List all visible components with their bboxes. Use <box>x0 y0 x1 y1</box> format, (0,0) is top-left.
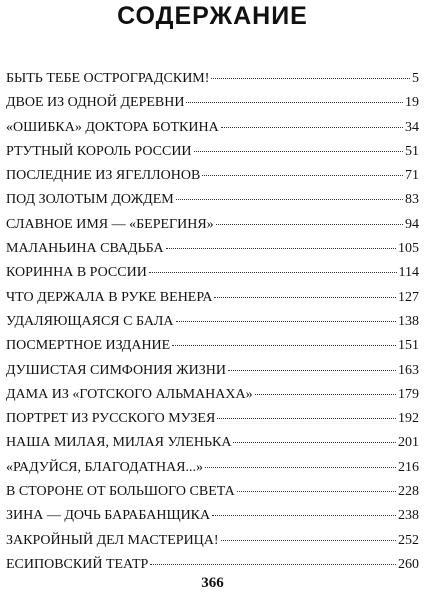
entry-title: БЫТЬ ТЕБЕ ОСТРОГРАДСКИМ! <box>6 71 210 86</box>
toc-entry <box>6 144 419 168</box>
page-number: 366 <box>201 575 224 591</box>
toc-entry <box>6 95 419 119</box>
entry-title: ПОСМЕРТНОЕ ИЗДАНИЕ <box>6 338 171 354</box>
entry-page: 238 <box>398 508 419 524</box>
toc-entry <box>6 314 419 338</box>
entry-title: КОРИННА В РОССИИ <box>6 265 147 281</box>
entry-page: 94 <box>405 216 419 232</box>
entry-page: 71 <box>405 168 419 184</box>
entry-title: ДАМА ИЗ «ГОТСКОГО АЛЬМАНАХА» <box>6 386 253 402</box>
entry-title: РТУТНЫЙ КОРОЛЬ РОССИИ <box>6 143 192 159</box>
entry-page: 179 <box>398 386 419 402</box>
entry-title: ЕСИПОВСКИЙ ТЕАТР <box>6 556 149 572</box>
table-of-contents <box>6 71 419 581</box>
entry-title: ДВОЕ ИЗ ОДНОЙ ДЕРЕВНИ <box>6 95 185 111</box>
entry-title: ЗАКРОЙНЫЙ ДЕЛ МАСТЕРИЦА! <box>6 532 219 548</box>
toc-entry <box>6 338 419 362</box>
entry-page: 83 <box>405 192 419 208</box>
dot-leader <box>212 515 396 516</box>
dot-leader <box>194 151 403 152</box>
entry-page: 252 <box>398 532 419 548</box>
dot-leader <box>233 442 396 443</box>
dot-leader <box>149 272 397 273</box>
dot-leader <box>176 199 403 200</box>
entry-title: МАЛАНЬИНА СВАДЬБА <box>6 241 164 257</box>
entry-title: УДАЛЯЮЩАЯСЯ С БАЛА <box>6 313 174 329</box>
entry-title: ДУШИСТАЯ СИМФОНИЯ ЖИЗНИ <box>6 362 227 378</box>
toc-entry <box>6 460 419 484</box>
toc-entry <box>6 363 419 387</box>
toc-entry <box>6 533 419 557</box>
entry-page: 228 <box>398 484 419 500</box>
entry-title: В СТОРОНЕ ОТ БОЛЬШОГО СВЕТА <box>6 484 235 500</box>
dot-leader <box>166 248 396 249</box>
toc-entry <box>6 241 419 265</box>
entry-page: 5 <box>412 71 419 86</box>
toc-entry <box>6 168 419 192</box>
entry-title: ЗИНА — ДОЧЬ БАРАБАНЩИКА <box>6 508 211 524</box>
dot-leader <box>176 321 396 322</box>
entry-page: 51 <box>405 143 419 159</box>
toc-entry <box>6 265 419 289</box>
entry-page: 151 <box>398 338 419 354</box>
toc-entry <box>6 217 419 241</box>
entry-page: 34 <box>405 119 419 135</box>
toc-entry <box>6 120 419 144</box>
dot-leader <box>205 467 396 468</box>
dot-leader <box>237 491 396 492</box>
entry-title: СЛАВНОЕ ИМЯ — «БЕРЕГИНЯ» <box>6 216 214 232</box>
entry-title: «РАДУЙСЯ, БЛАГОДАТНАЯ...» <box>6 459 204 475</box>
toc-entry <box>6 290 419 314</box>
entry-page: 105 <box>398 241 419 257</box>
entry-page: 192 <box>398 411 419 427</box>
dot-leader <box>172 345 396 346</box>
entry-page: 260 <box>398 556 419 572</box>
entry-title: НАША МИЛАЯ, МИЛАЯ УЛЕНЬКА <box>6 435 232 451</box>
entry-page: 163 <box>398 362 419 378</box>
entry-title: «ОШИБКА» ДОКТОРА БОТКИНА <box>6 119 219 135</box>
entry-page: 127 <box>398 289 419 305</box>
dot-leader <box>228 370 396 371</box>
entry-title: ПОРТРЕТ ИЗ РУССКОГО МУЗЕЯ <box>6 411 216 427</box>
dot-leader <box>214 297 396 298</box>
entry-page: 19 <box>405 95 419 111</box>
dot-leader <box>150 564 396 565</box>
dot-leader <box>202 175 403 176</box>
entry-title: ПОД ЗОЛОТЫМ ДОЖДЕМ <box>6 192 174 208</box>
entry-page: 216 <box>398 459 419 475</box>
dot-leader <box>255 394 396 395</box>
toc-entry <box>6 411 419 435</box>
dot-leader <box>216 224 403 225</box>
entry-title: ПОСЛЕДНИЕ ИЗ ЯГЕЛЛОНОВ <box>6 168 201 184</box>
entry-page: 114 <box>398 265 419 281</box>
entry-title: ЧТО ДЕРЖАЛА В РУКЕ ВЕНЕРА <box>6 289 213 305</box>
toc-entry <box>6 192 419 216</box>
toc-entry <box>6 387 419 411</box>
dot-leader <box>186 102 403 103</box>
toc-entry <box>6 484 419 508</box>
contents-heading: СОДЕРЖАНИЕ <box>117 2 308 30</box>
dot-leader <box>217 418 396 419</box>
entry-page: 201 <box>398 435 419 451</box>
dot-leader <box>221 540 396 541</box>
dot-leader <box>221 127 403 128</box>
toc-entry <box>6 435 419 459</box>
entry-page: 138 <box>398 313 419 329</box>
toc-entry <box>6 508 419 532</box>
toc-entry <box>6 71 419 95</box>
dot-leader <box>211 78 410 79</box>
